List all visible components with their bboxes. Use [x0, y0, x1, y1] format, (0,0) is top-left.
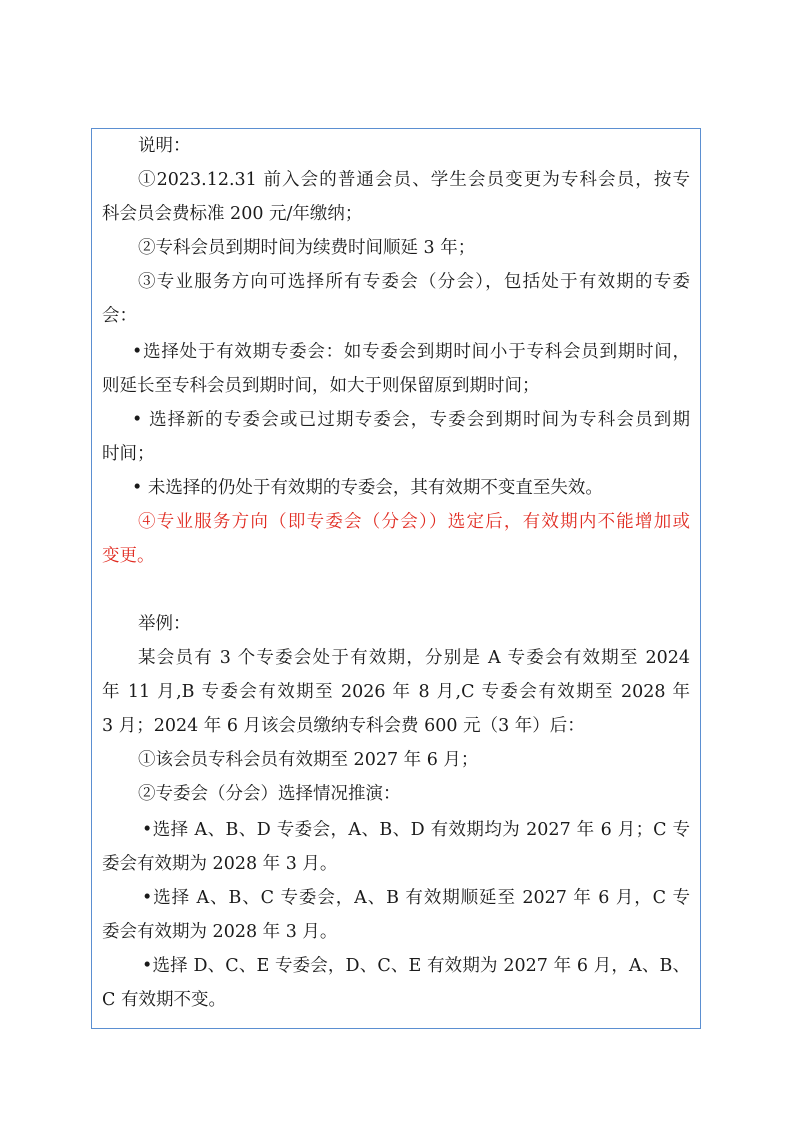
note-item-3-line-2: 会：	[102, 306, 137, 326]
example-para-line-3: 3 月；2024 年 6 月该会员缴纳专科会费 600 元（3 年）后：	[102, 716, 585, 736]
example-item-1: ①该会员专科会员有效期至 2027 年 6 月；	[138, 750, 479, 770]
example-case-2-line-2: 委会有效期为 2028 年 3 月。	[102, 922, 338, 942]
note-item-3-line-1: ③专业服务方向可选择所有专委会（分会），包括处于有效期的专委	[138, 272, 690, 292]
example-item-2: ②专委会（分会）选择情况推演：	[138, 784, 401, 804]
note-item-4-line-1: ④专业服务方向（即专委会（分会））选定后，有效期内不能增加或	[138, 512, 690, 532]
note-item-1-line-1: ①2023.12.31 前入会的普通会员、学生会员变更为专科会员，按专	[138, 170, 690, 190]
note-bullet-2-line-2: 时间；	[102, 444, 155, 464]
note-box	[91, 128, 701, 1029]
note-bullet-3: • 未选择的仍处于有效期的专委会，其有效期不变直至失效。	[132, 478, 603, 498]
example-title: 举例：	[138, 614, 191, 634]
example-case-1-line-1: •选择 A、B、D 专委会，A、B、D 有效期均为 2027 年 6 月；C 专	[142, 820, 690, 840]
example-para-line-1: 某会员有 3 个专委会处于有效期，分别是 A 专委会有效期至 2024	[138, 648, 690, 668]
note-item-1-line-2: 科会员会费标准 200 元/年缴纳；	[102, 204, 363, 224]
note-bullet-1-line-2: 则延长至专科会员到期时间，如大于则保留原到期时间；	[102, 376, 540, 396]
example-case-3-line-1: •选择 D、C、E 专委会，D、C、E 有效期为 2027 年 6 月，A、B、	[142, 956, 690, 976]
note-bullet-1-line-1: •选择处于有效期专委会：如专委会到期时间小于专科会员到期时间，	[132, 342, 690, 362]
note-bullet-2-line-1: • 选择新的专委会或已过期专委会，专委会到期时间为专科会员到期	[132, 410, 690, 430]
note-item-4-line-2: 变更。	[102, 546, 155, 566]
example-case-2-line-1: •选择 A、B、C 专委会，A、B 有效期顺延至 2027 年 6 月，C 专	[142, 888, 690, 908]
example-case-3-line-2: C 有效期不变。	[102, 990, 226, 1010]
example-case-1-line-2: 委会有效期为 2028 年 3 月。	[102, 854, 338, 874]
example-para-line-2: 年 11 月,B 专委会有效期至 2026 年 8 月,C 专委会有效期至 2028 年	[102, 682, 690, 702]
note-title: 说明：	[138, 136, 191, 156]
note-item-2: ②专科会员到期时间为续费时间顺延 3 年；	[138, 238, 476, 258]
